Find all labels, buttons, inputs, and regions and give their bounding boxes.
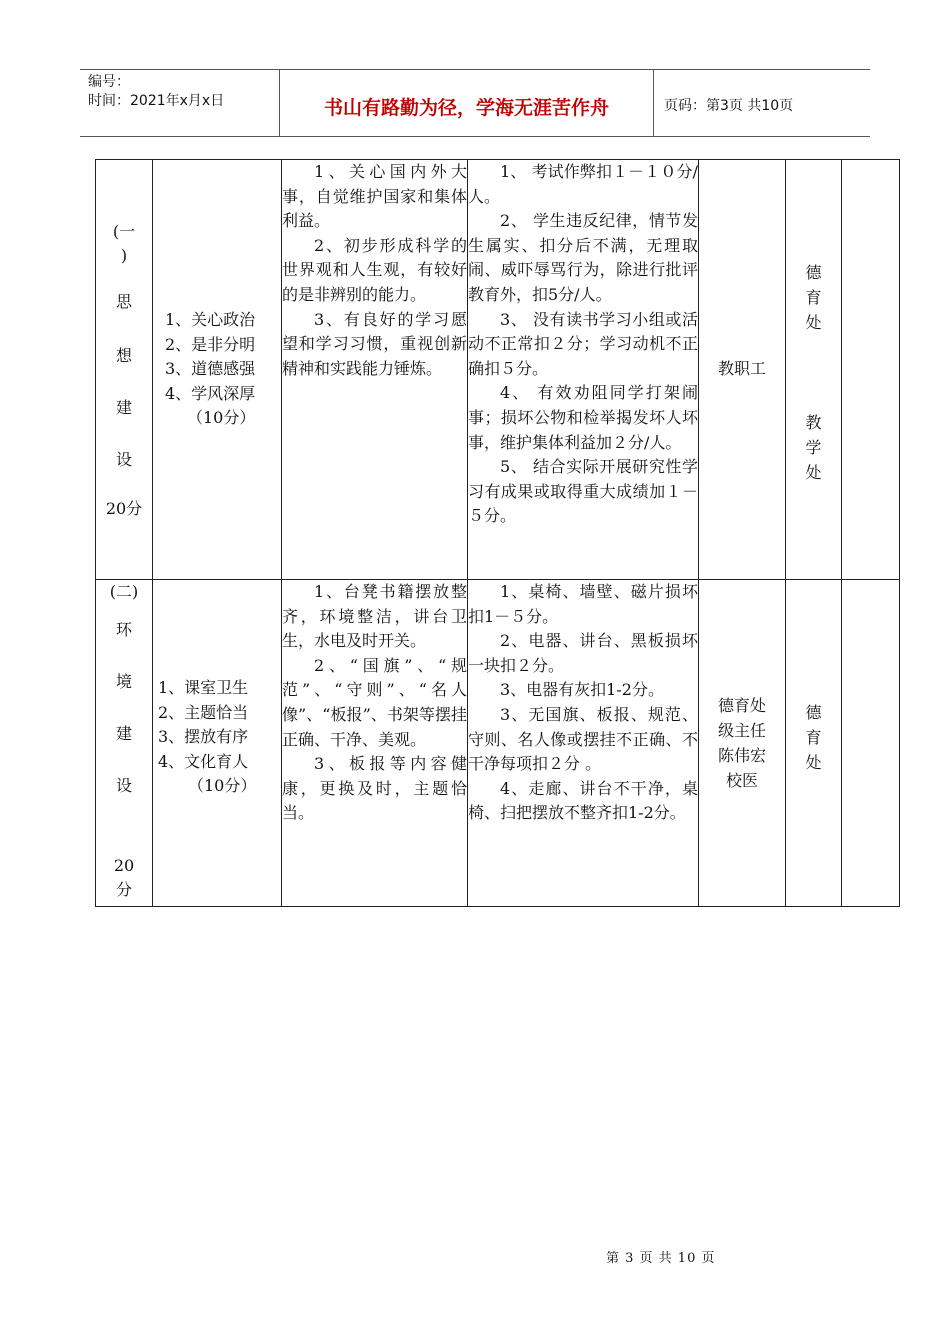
department-char: 育 [805,728,822,747]
page-footer: 第 3 页 共 10 页 [606,1251,716,1266]
category-cell [96,160,153,580]
standard-text: 3、有良好的学习愿望和学习习惯，重视创新精神和实践能力锤炼。 [282,309,467,378]
evaluation-table [95,159,900,907]
rule-text: 3、电器有灰扣1-2分。 [500,680,664,700]
rule-text: 2、 学生违反纪律，情节发生属实、扣分后不满，无理取闹、威吓辱骂行为，除进行批评教育外，扣5分/人。 [468,211,698,304]
department-cell [786,160,842,580]
department-char: 学 [805,438,822,457]
items-cell [153,580,282,907]
standard-text: 1、台凳书籍摆放整齐，环境整洁，讲台卫生，水电及时开关。 [282,582,467,651]
department-char: 处 [805,313,822,332]
rule-text: 4、走廊、讲台不干净，桌椅、扫把摆放不整齐扣1-2分。 [468,778,698,823]
standard-text: 2、初步形成科学的世界观和人生观，有较好的是非辨别的能力。 [282,235,467,304]
category-text: 20 [113,856,135,875]
category-text: (一 [112,222,136,241]
number-label: 编号： [88,74,130,90]
responsible-text: 德育处 [717,696,766,715]
list-item: 1、课室卫生 [158,678,249,697]
category-text: 境 [115,672,132,691]
department-char: 教 [805,413,822,432]
list-item: 3、道德感强 [165,359,256,378]
responsible-text: 教职工 [717,359,766,379]
rules-cell [468,160,699,580]
header-page-info: 页码：第3页 共10页 [664,98,794,114]
list-item: 2、是非分明 [165,334,256,354]
rule-text: 4、 有效劝阻同学打架闹事；损坏公物和检举揭发坏人坏事，维护集体利益加２分/人。 [468,383,698,452]
standards-cell [282,580,468,907]
list-item: 2、主题恰当 [158,702,249,722]
list-item: （10分） [187,408,256,427]
department-cell [786,580,842,907]
list-item: 4、学风深厚 [165,383,256,403]
responsible-cell [699,580,786,907]
department-char: 德 [805,263,822,282]
rule-text: 3、 没有读书学习小组或活动不正常扣２分；学习动机不正确扣５分。 [468,309,698,378]
page-header [80,69,870,137]
category-text: 设 [115,450,132,469]
category-text: 建 [115,398,132,417]
items-cell [153,160,282,580]
rule-text: 5、 结合实际开展研究性学习有成果或取得重大成绩加１－５分。 [468,457,698,526]
responsible-text: 校医 [725,771,758,790]
header-meta [80,70,280,136]
standard-text: 3、板报等内容健康，更换及时，主题恰当。 [282,754,467,823]
department-char: 处 [805,753,822,772]
responsible-text: 级主任 [717,721,766,740]
table-row [96,580,900,907]
list-item: 1、关心政治 [165,310,256,329]
responsible-text: 陈伟宏 [717,746,766,765]
category-text: (二) [109,582,139,601]
list-item: （10分） [188,776,257,795]
rule-text: 1、桌椅、墙壁、磁片损坏扣1－５分。 [468,582,698,626]
category-cell [96,580,153,907]
department-char: 德 [805,703,822,722]
rule-text: 3、无国旗、板报、规范、守则、名人像或摆挂不正确、不干净每项扣２分 。 [468,704,698,774]
rule-text: 1、 考试作弊扣１－１０分/人。 [468,162,698,206]
responsible-cell [699,160,786,580]
category-text: ) [120,246,128,265]
category-text: 分 [115,880,132,899]
empty-cell [842,580,900,907]
category-text: 设 [115,776,132,795]
rule-text: 2、电器、讲台、黑板损坏一块扣２分。 [468,631,698,675]
list-item: 3、摆放有序 [158,727,249,746]
list-item: 4、文化育人 [158,751,249,771]
header-motto: 书山有路勤为径，学海无涯苦作舟 [280,70,654,136]
category-text: 想 [115,346,132,365]
category-text: 环 [115,620,132,639]
standards-cell [282,160,468,580]
department-char: 处 [805,463,822,482]
empty-cell [842,160,900,580]
standard-text: 2、“国旗”、“规范”、“守则”、“名人像”、“板报”、书架等摆挂正确、干净、美观。 [282,655,467,749]
table-row [96,160,900,580]
category-text: 20分 [105,499,143,518]
time-label: 时间：2021年x月x日 [88,93,225,109]
category-text: 建 [115,724,132,743]
standard-text: 1、关心国内外大事，自觉维护国家和集体利益。 [282,162,467,231]
rules-cell [468,580,699,907]
department-char: 育 [805,288,822,307]
category-text: 思 [115,292,132,311]
